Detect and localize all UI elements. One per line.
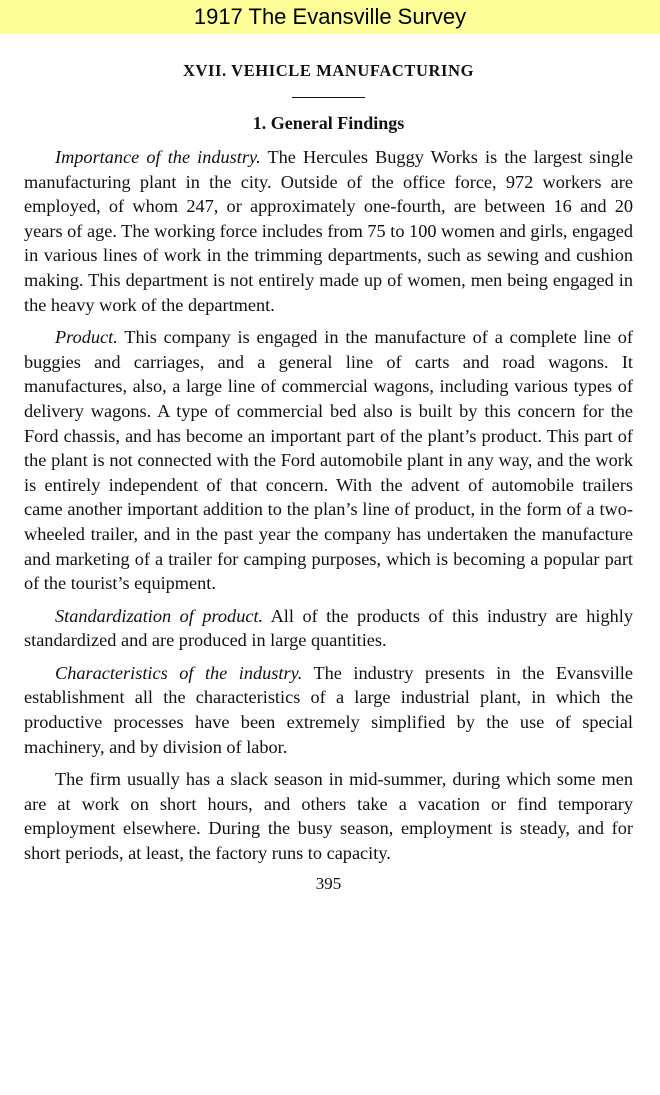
heading-divider <box>292 97 365 98</box>
document-page <box>24 34 633 894</box>
banner-title: 1917 The Evansville Survey <box>0 0 660 34</box>
paragraph-lead: Characteristics of the industry. <box>55 662 303 683</box>
paragraph-text: All of the products of this industry are highly standardized and are produced in large quantities. <box>24 605 634 651</box>
paragraph-seasonality <box>24 767 633 865</box>
paragraph-lead: Product. <box>55 327 118 348</box>
paragraph-text: This company is engaged in the manufacture of a complete line of buggies and carriages, and a general line of carts and road wagons. It manufactures, also, a large line of commercial wagons, including various types of delivery wagons. A type of commercial bed also is built by this concern for the Ford chassis, and has become an important part of the plant’s product. This part of the plant is not connected with the Ford automobile plant in any way, and the work is entirely independent of that concern. With the advent of automobile trailers came another important addition to the plan’s line of product, in the form of a two-wheeled trailer, and in the past year the company has undertaken the manufacture and marketing of a trailer for camping purposes, which is becoming a popular part of the tourist’s equipment. <box>24 327 633 594</box>
paragraph-lead: Standardization of product. <box>55 605 264 626</box>
page-number: 395 <box>315 873 342 893</box>
paragraph-standardization <box>24 604 633 653</box>
paragraph-product <box>24 325 633 596</box>
paragraph-text: The industry presents in the Evansville establishment all the characteristics of a large industrial plant, in which the productive processes have been extremely simplified by the use of special machinery, and by division of labor. <box>24 662 633 757</box>
chapter-heading: XVII. VEHICLE MANUFACTURING <box>182 61 475 80</box>
section-heading: 1. General Findings <box>252 113 405 133</box>
paragraph-lead: Importance of the industry. <box>55 147 261 167</box>
paragraph-importance <box>24 145 633 317</box>
paragraph-characteristics <box>24 661 633 759</box>
paragraph-text: The Hercules Buggy Works is the largest single manufacturing plant in the city. Outside of the office force, 972 workers are employed, of whom 247, or approximately one-fourth, are between 16 and 20 years of age. The working force includes from 75 to 100 women and girls, engaged in various lines of work in the trimming departments, such as sewing and cushion making. This department is not entirely made up of women, men being engaged in the heavy work of the department. <box>24 147 633 315</box>
paragraph-text: The firm usually has a slack season in mid-summer, during which some men are at work on short hours, and others take a vacation or find temporary employment elsewhere. During the busy season, employment is steady, and for short periods, at least, the factory runs to capacity. <box>24 769 633 864</box>
